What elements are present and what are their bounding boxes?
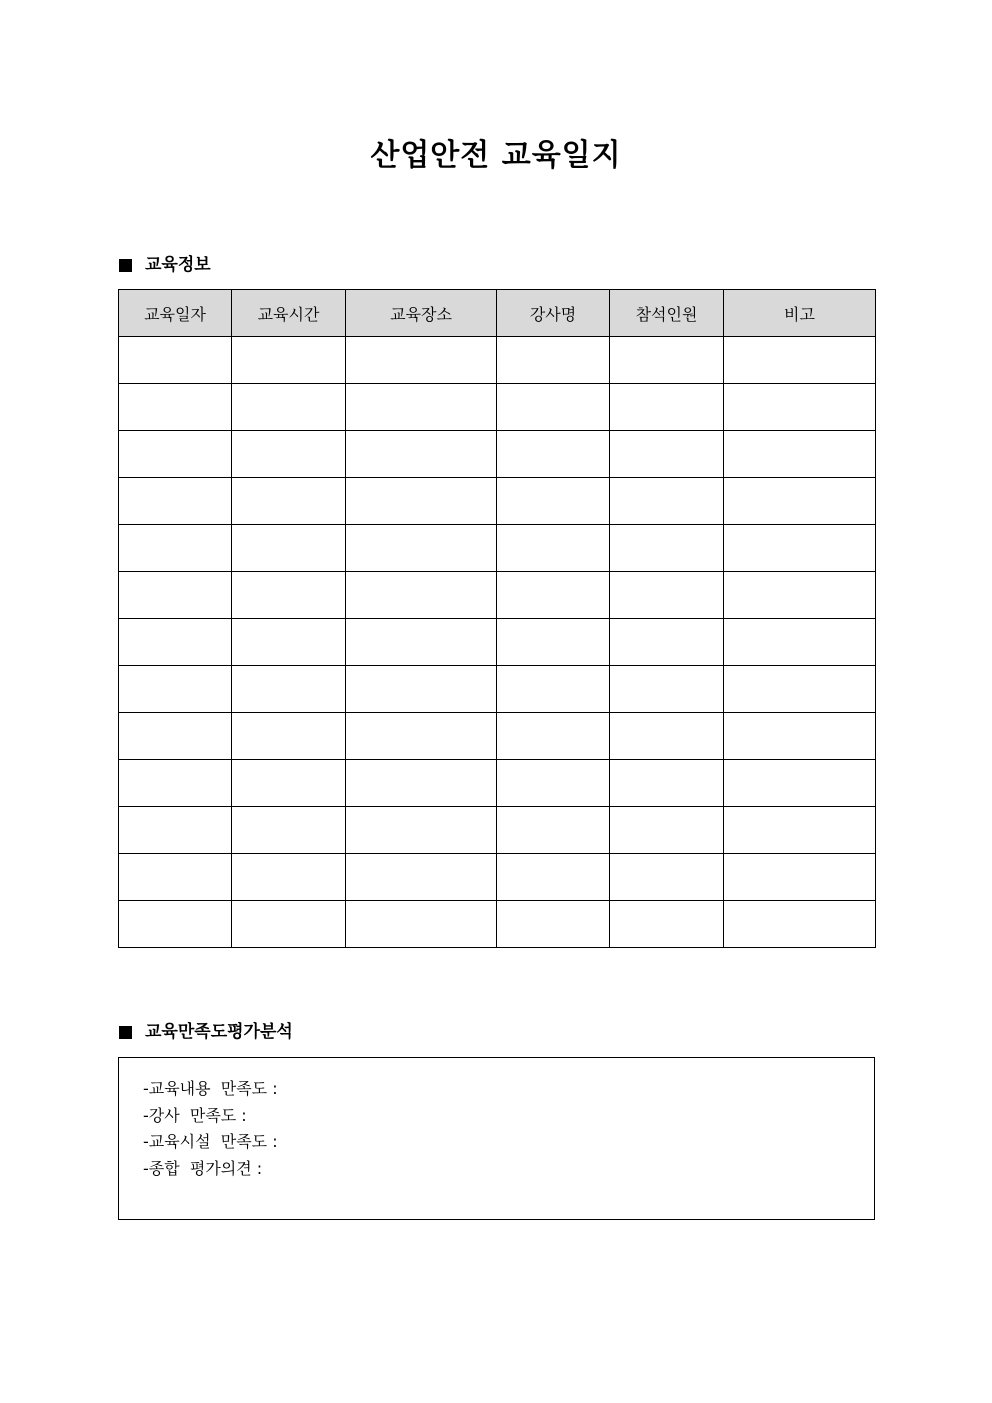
table-row	[119, 760, 876, 807]
table-cell	[610, 337, 724, 384]
table-cell	[346, 384, 497, 431]
table-cell	[724, 572, 876, 619]
table-cell	[497, 431, 610, 478]
table-cell	[724, 619, 876, 666]
table-cell	[346, 901, 497, 948]
table-row	[119, 572, 876, 619]
table-cell	[232, 760, 346, 807]
table-cell	[497, 478, 610, 525]
section-heading-label: 교육정보	[145, 255, 211, 275]
section-heading-satisfaction-analysis	[119, 1020, 293, 1044]
table-cell	[346, 337, 497, 384]
table-cell	[119, 525, 232, 572]
table-cell	[346, 713, 497, 760]
table-cell	[119, 384, 232, 431]
black-square-bullet-icon	[119, 1026, 132, 1039]
table-cell	[232, 337, 346, 384]
table-cell	[497, 666, 610, 713]
table-cell	[497, 572, 610, 619]
section-heading-label: 교육만족도평가분석	[145, 1022, 293, 1042]
table-row	[119, 854, 876, 901]
table-cell	[232, 478, 346, 525]
table-cell	[724, 713, 876, 760]
table-cell	[610, 760, 724, 807]
table-cell	[610, 431, 724, 478]
list-item-instructor-satisfaction: -강사 만족도 :	[143, 1105, 247, 1125]
table-row	[119, 807, 876, 854]
table-cell	[232, 666, 346, 713]
evaluation-list	[119, 1058, 874, 1182]
table-cell	[119, 854, 232, 901]
satisfaction-evaluation-box	[118, 1057, 875, 1220]
list-item-overall-opinion: -종합 평가의견 :	[143, 1158, 263, 1178]
table-cell	[610, 384, 724, 431]
table-cell	[232, 807, 346, 854]
table-row	[119, 713, 876, 760]
table-cell	[119, 337, 232, 384]
list-item-facility-satisfaction: -교육시설 만족도 :	[143, 1132, 278, 1151]
table-cell	[610, 713, 724, 760]
table-cell	[346, 478, 497, 525]
table-cell	[119, 760, 232, 807]
table-cell	[497, 337, 610, 384]
table-row	[119, 525, 876, 572]
list-item-content-satisfaction: -교육내용 만족도 :	[143, 1079, 278, 1098]
table-cell	[119, 901, 232, 948]
table-cell	[346, 525, 497, 572]
table-row	[119, 431, 876, 478]
education-table-body	[119, 337, 876, 948]
table-cell	[724, 666, 876, 713]
table-cell	[497, 713, 610, 760]
table-cell	[346, 854, 497, 901]
table-cell	[610, 807, 724, 854]
table-cell	[119, 807, 232, 854]
table-row	[119, 666, 876, 713]
column-header-date: 교육일자	[119, 290, 232, 337]
table-cell	[724, 384, 876, 431]
table-cell	[346, 572, 497, 619]
table-header-row	[119, 290, 876, 337]
table-cell	[119, 666, 232, 713]
column-header-location: 교육장소	[346, 290, 497, 337]
table-cell	[497, 619, 610, 666]
table-cell	[724, 525, 876, 572]
table-cell	[610, 901, 724, 948]
table-cell	[119, 572, 232, 619]
column-header-remarks: 비고	[724, 290, 876, 337]
table-cell	[232, 854, 346, 901]
table-row	[119, 478, 876, 525]
table-cell	[232, 713, 346, 760]
table-cell	[119, 713, 232, 760]
table-cell	[724, 854, 876, 901]
table-cell	[610, 525, 724, 572]
table-cell	[724, 760, 876, 807]
table-cell	[119, 431, 232, 478]
table-cell	[610, 572, 724, 619]
table-cell	[724, 337, 876, 384]
table-cell	[232, 619, 346, 666]
table-cell	[232, 572, 346, 619]
column-header-time: 교육시간	[232, 290, 346, 337]
education-info-table	[118, 289, 876, 948]
table-cell	[232, 431, 346, 478]
table-cell	[497, 384, 610, 431]
table-cell	[346, 807, 497, 854]
table-cell	[497, 807, 610, 854]
table-cell	[346, 431, 497, 478]
black-square-bullet-icon	[119, 259, 132, 272]
table-cell	[232, 384, 346, 431]
table-row	[119, 619, 876, 666]
table-cell	[346, 619, 497, 666]
table-cell	[346, 760, 497, 807]
table-cell	[232, 525, 346, 572]
table-row	[119, 337, 876, 384]
table-cell	[119, 619, 232, 666]
table-cell	[724, 901, 876, 948]
table-cell	[610, 478, 724, 525]
section-heading-education-info	[119, 253, 211, 277]
column-header-instructor: 강사명	[497, 290, 610, 337]
table-row	[119, 384, 876, 431]
table-row	[119, 901, 876, 948]
page-title: 산업안전 교육일지	[370, 138, 622, 173]
table-cell	[497, 760, 610, 807]
column-header-attendees: 참석인원	[610, 290, 724, 337]
table-cell	[346, 666, 497, 713]
table-cell	[724, 478, 876, 525]
table-cell	[724, 431, 876, 478]
table-cell	[724, 807, 876, 854]
table-cell	[497, 901, 610, 948]
table-cell	[610, 854, 724, 901]
table-cell	[610, 619, 724, 666]
table-cell	[610, 666, 724, 713]
table-cell	[119, 478, 232, 525]
table-cell	[497, 854, 610, 901]
table-cell	[232, 901, 346, 948]
table-cell	[497, 525, 610, 572]
